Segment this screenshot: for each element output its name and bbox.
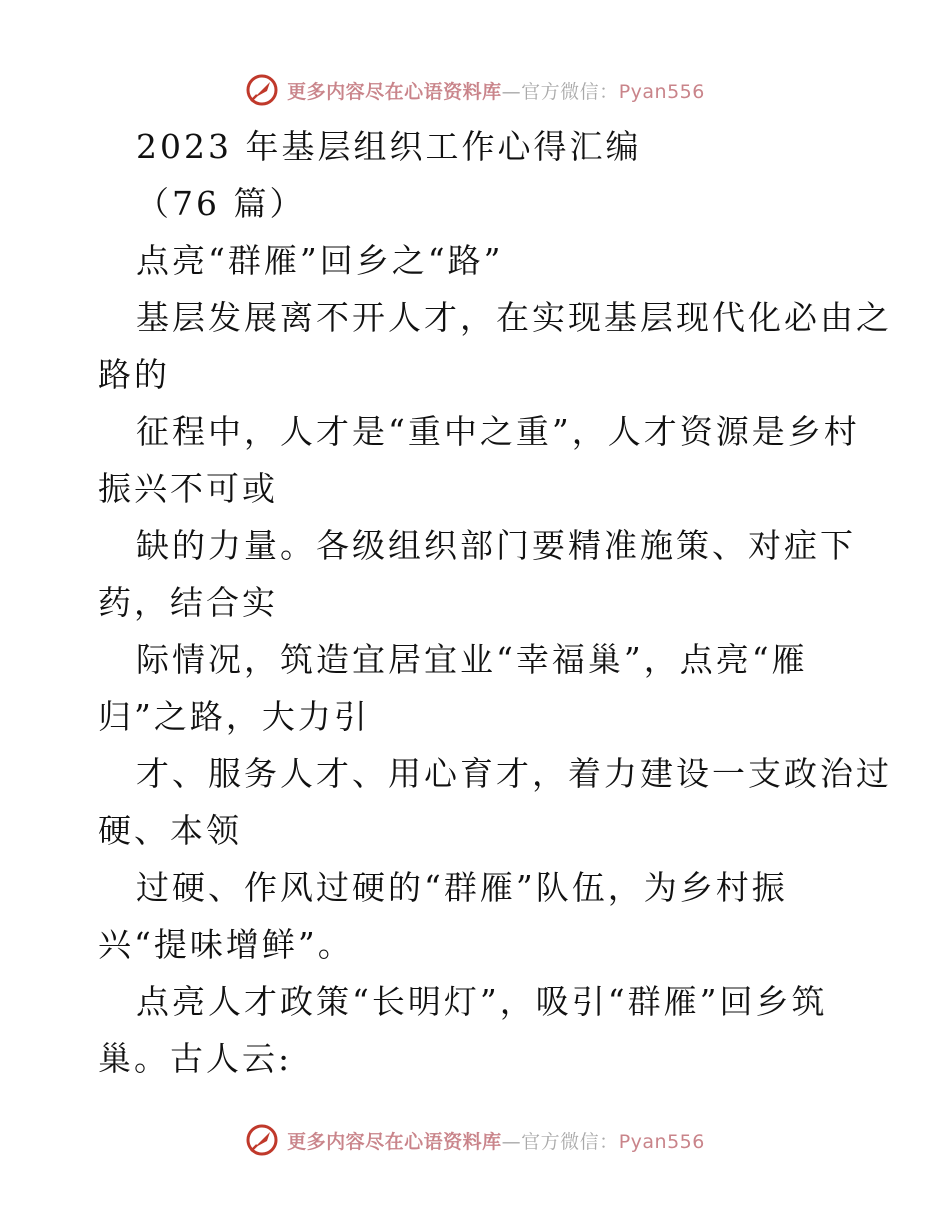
text-line: 振兴不可或 bbox=[98, 469, 278, 508]
document-title: 2023 年基层组织工作心得汇编 bbox=[136, 127, 642, 166]
text-line: 才、服务人才、用心育才，着力建设一支政治过 bbox=[136, 754, 892, 793]
text-line: 基层发展离不开人才，在实现基层现代化必由之 bbox=[136, 298, 892, 337]
watermark-label: 官方微信： bbox=[521, 80, 619, 103]
watermark-wechat-id: Pyan556 bbox=[618, 1130, 705, 1153]
document-body bbox=[98, 122, 892, 1091]
quill-logo-icon bbox=[245, 73, 279, 107]
footer-watermark bbox=[0, 1120, 950, 1160]
header-watermark bbox=[0, 70, 950, 110]
text-line: 兴“提味增鲜”。 bbox=[98, 925, 354, 964]
text-line: 征程中，人才是“重中之重”，人才资源是乡村 bbox=[136, 412, 860, 451]
watermark-label: 官方微信： bbox=[521, 1130, 619, 1153]
text-line: 硬、本领 bbox=[98, 811, 242, 850]
text-line: 过硬、作风过硬的“群雁”队伍，为乡村振 bbox=[136, 868, 788, 907]
watermark-main-text: 更多内容尽在心语资料库 bbox=[287, 1130, 502, 1153]
text-line: （76 篇） bbox=[136, 184, 306, 223]
watermark-dash: — bbox=[501, 1130, 522, 1153]
text-line: 药，结合实 bbox=[98, 583, 278, 622]
text-line: 缺的力量。各级组织部门要精准施策、对症下 bbox=[136, 526, 856, 565]
watermark-wechat-id: Pyan556 bbox=[618, 80, 705, 103]
text-line: 际情况，筑造宜居宜业“幸福巢”，点亮“雁 bbox=[136, 640, 808, 679]
text-line: 点亮人才政策“长明灯”，吸引“群雁”回乡筑 bbox=[136, 982, 828, 1021]
text-line: 点亮“群雁”回乡之“路” bbox=[136, 241, 504, 280]
quill-logo-icon bbox=[245, 1123, 279, 1157]
watermark-dash: — bbox=[501, 80, 522, 103]
watermark-main-text: 更多内容尽在心语资料库 bbox=[287, 80, 502, 103]
text-line: 巢。古人云: bbox=[98, 1039, 293, 1078]
text-line: 归”之路，大力引 bbox=[98, 697, 370, 736]
text-line: 路的 bbox=[98, 355, 170, 394]
